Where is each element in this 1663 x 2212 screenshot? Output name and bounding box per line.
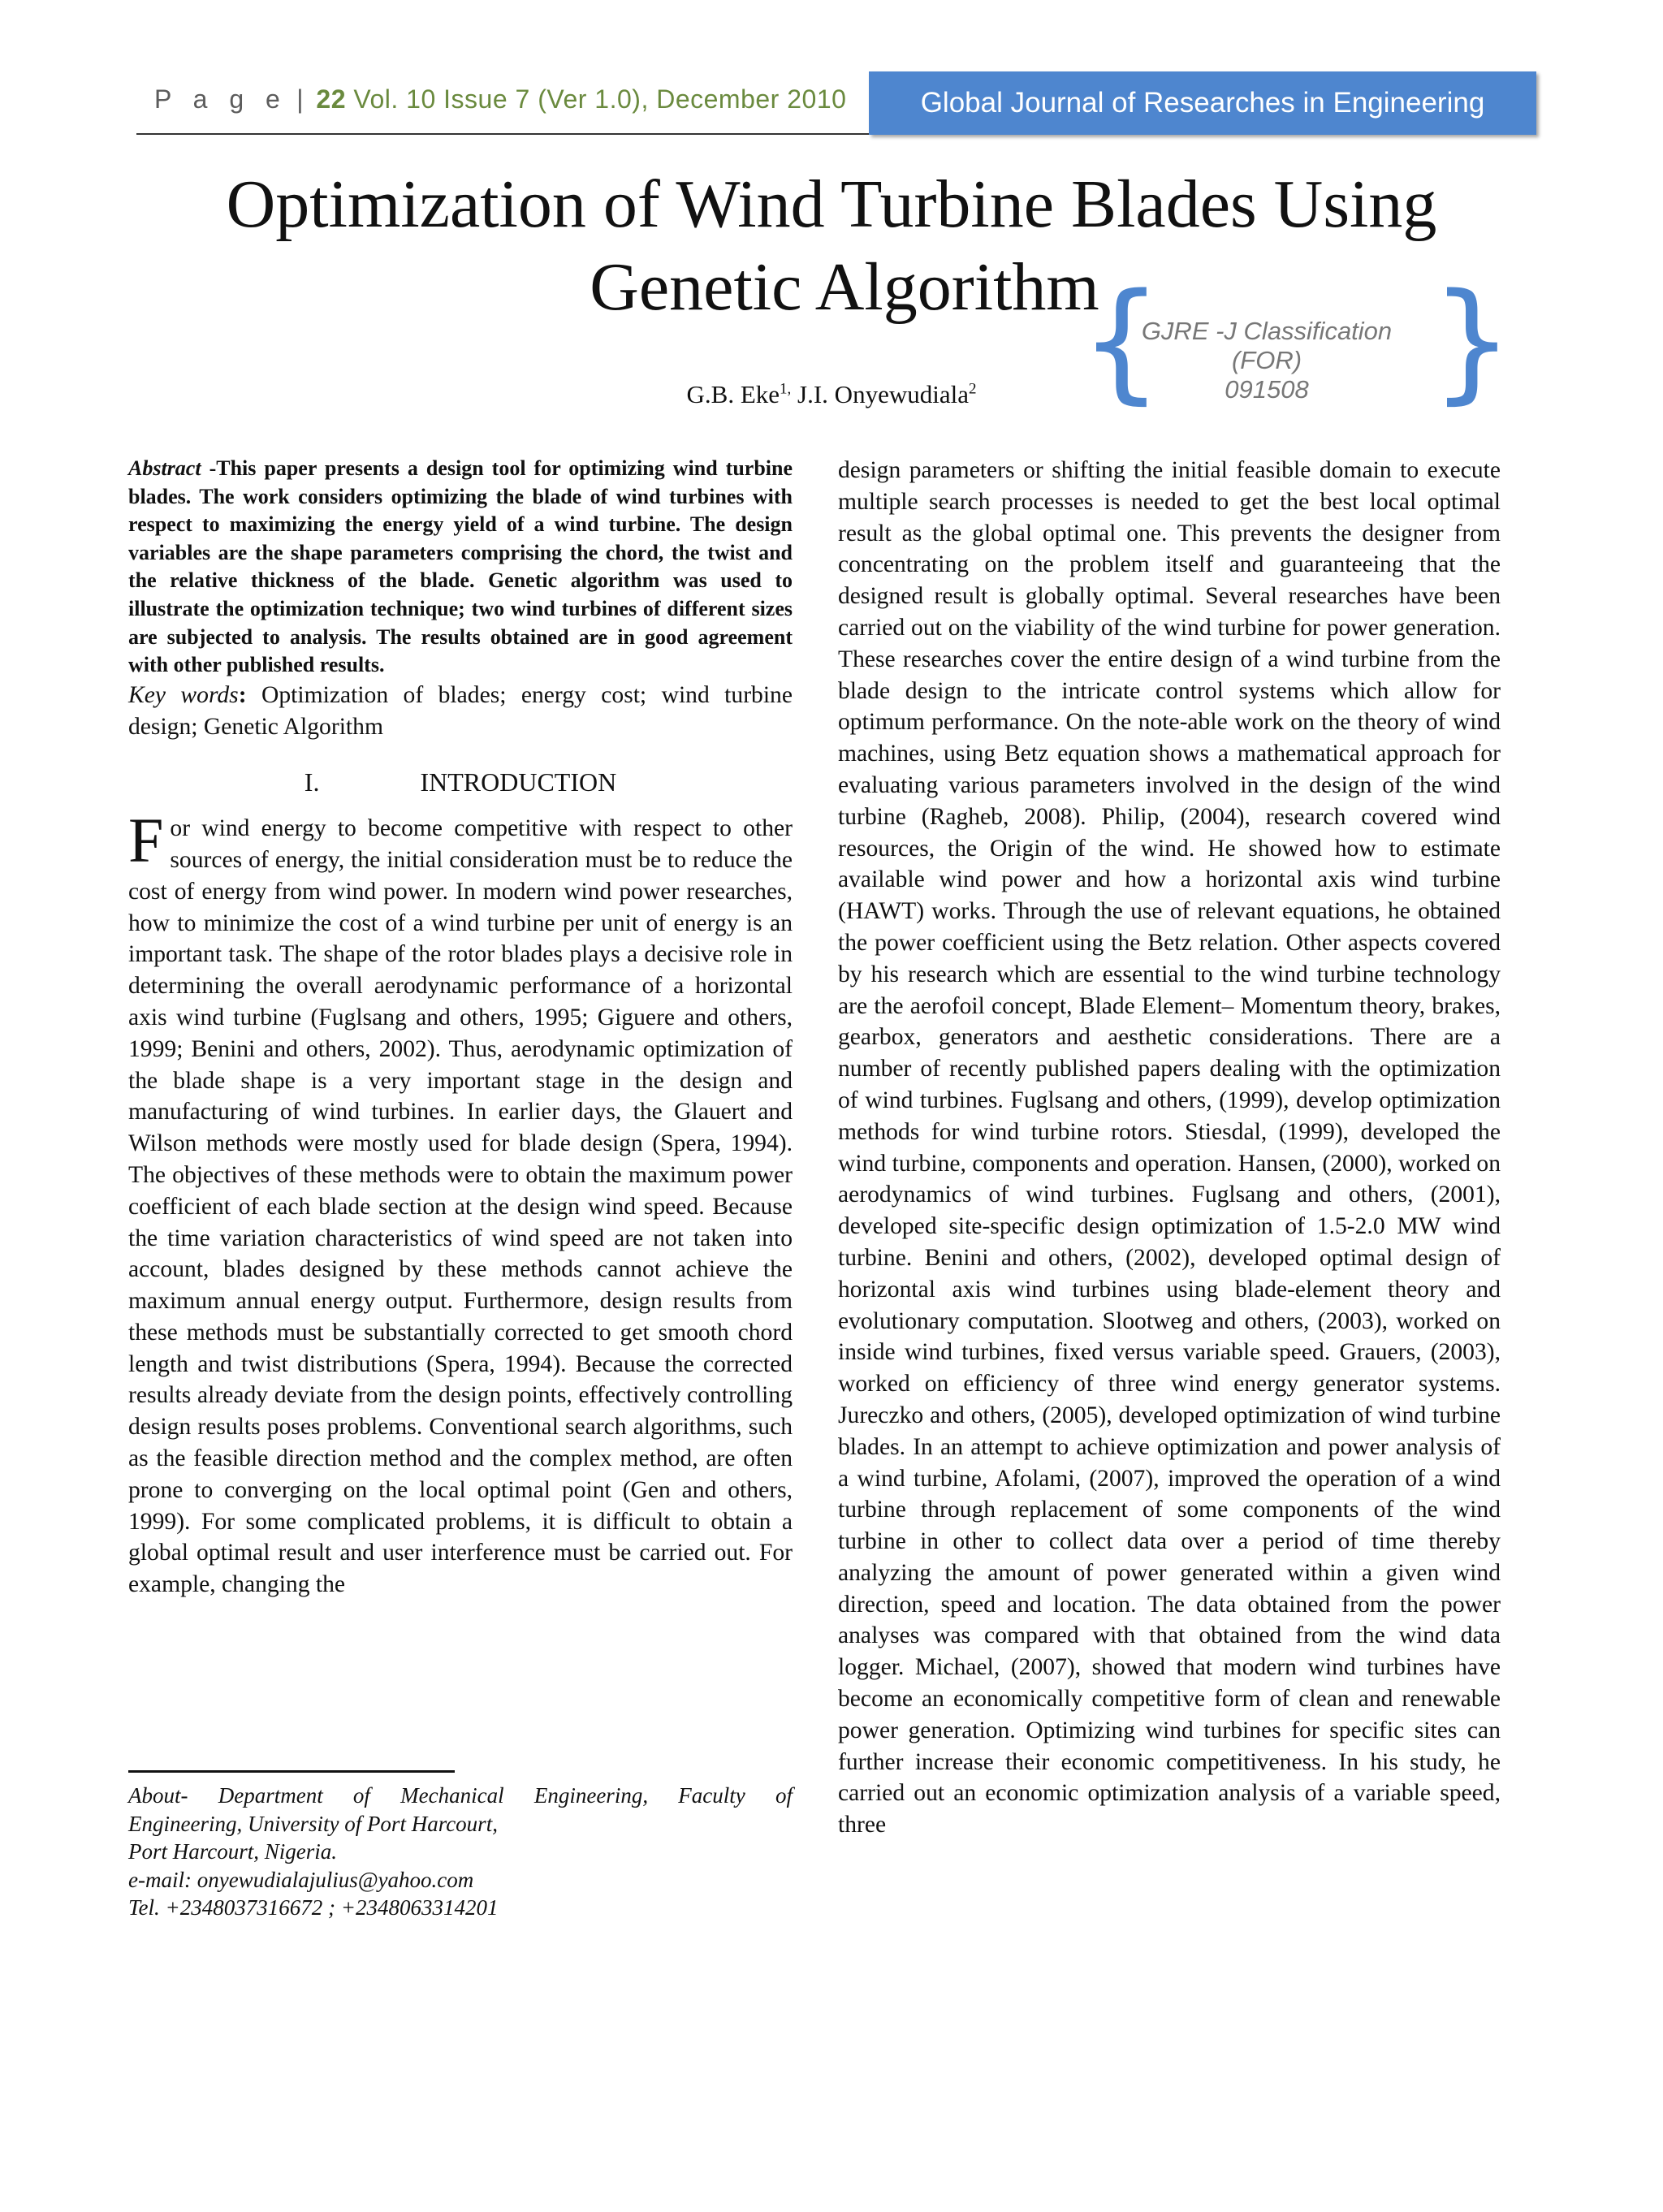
keywords-text: Optimization of blades; energy cost; wind turbine design; Genetic Algorithm	[128, 681, 793, 740]
section-title-rest: NTRODUCTION	[429, 767, 617, 797]
classification-code: 091508	[1225, 375, 1309, 404]
header-separator: |	[296, 84, 305, 114]
authors	[0, 380, 1663, 409]
keywords	[128, 680, 793, 743]
abstract	[128, 455, 793, 680]
keywords-label: Key words	[128, 681, 239, 708]
right-column	[838, 455, 1501, 1841]
intro-text: or wind energy to become competitive with respect to other sources of energy, the initial consideration must be to reduce the cost of energy from wind power. In modern wind power researches, how to minimize the cost of a wind turbine per unit of energy is an important task. The shape of the rotor blades plays a decisive role in determining the overall aerodynamic performance of a horizontal axis wind turbine (Fuglsang and others, 1995; Giguere and others, 1999; Benini and others, 2002). Thus, aerodynamic optimization of the blade shape is a very important stage in the design and manufacturing of wind turbines. In earlier days, the Glauert and Wilson methods were mostly used for blade design (Spera, 1994). The objectives of these methods were to obtain the maximum power coefficient of each blade section at the design wind speed. Because the time variation characteristics of wind speed are not taken into account, blades designed by these methods cannot achieve the maximum annual energy output. Furthermore, design results from these methods must be substantially corrected to get smooth chord length and twist distributions (Spera, 1994). Because the corrected results already deviate from the design points, effectively controlling design results poses problems. Conventional search algorithms, such as the feasible direction method and the complex method, are often prone to converging on the local optimal point (Gen and others, 1999). For some complicated problems, it is difficult to obtain a global optimal result and user interference must be carried out. For example, changing the	[128, 815, 793, 1598]
drop-cap: F	[128, 805, 164, 876]
right-column-text: design parameters or shifting the initial feasible domain to execute multiple search processes is needed to get the best local optimal result as the global optimal one. This prevents the designer from concentrating on the problem itself and guaranteeing that the designed result is globally optimal. Several researches have been carried out on the viability of the wind turbine for power generation. These researches cover the entire design of a wind turbine from the blade design to the intricate control systems which allow for optimum performance. On the note-able work on the theory of wind machines, using Betz equation shows a mathematical approach for evaluating various parameters involved in the design of the wind turbine (Ragheb, 2008). Philip, (2004), research covered wind resources, the Origin of the wind. He showed how to estimate available wind power and how a horizontal axis wind turbine (HAWT) works. Through the use of relevant equations, he obtained the power coefficient using the Betz relation. Other aspects covered by his research which are essential to the wind turbine technology are the aerofoil concept, Blade Element– Momentum theory, brakes, gearbox, generators and aesthetic considerations. There are a number of recently published papers dealing with the optimization of wind turbines. Fuglsang and others, (1999), develop optimization methods for wind turbine rotors. Stiesdal, (1999), developed the wind turbine, components and operation. Hansen, (2000), worked on aerodynamics of wind turbines. Fuglsang and others, (2001), developed site-specific design optimization of 1.5-2.0 MW wind turbine. Benini and others, (2002), developed optimal design of horizontal axis wind turbines using blade-element theory and evolutionary computation. Slootweg and others, (2003), worked on inside wind turbines, fixed versus variable speed. Grauers, (2003), worked on efficiency of three wind energy generator systems. Jureczko and others, (2005), developed optimization of wind turbine blades. In an attempt to achieve optimization and power analysis of a wind turbine, Afolami, (2007), improved the operation of a wind turbine through replacement of some components of the wind turbine in other to collect data over a period of time thereby analyzing the amount of power generated within a given wind direction, speed and location. The data obtained from the power analyses was compared with that obtained from the wind data logger. Michael, (2007), showed that modern wind turbines have become an economically competitive form of clean and renewable power generation. Optimizing wind turbines for specific sites can further increase their economic competitiveness. In his study, he carried out an economic optimization analysis of a variable speed, three	[838, 457, 1501, 1838]
keywords-colon: :	[238, 681, 247, 708]
left-brace-icon: {	[1080, 265, 1163, 417]
section-title-initial: I	[420, 767, 430, 797]
footnote-line-2: Engineering, University of Port Harcourt,	[128, 1811, 498, 1836]
journal-banner	[869, 71, 1536, 135]
author-footnote	[128, 1782, 793, 1922]
abstract-text: -This paper presents a design tool for optimizing wind turbine blades. The work considers optimizing the blade of wind turbines with respect to maximizing the energy yield of a wind turbine. The design variables are the shape parameters comprising the chord, the twist and the relative thickness of the blade. Genetic algorithm was used to illustrate the optimization technique; two wind turbines of different sizes are subjected to analysis. The results obtained are in good agreement with other published results.	[128, 456, 793, 677]
left-column	[128, 455, 793, 1601]
abstract-label: Abstract	[128, 456, 201, 480]
paper-title-line1: Optimization of Wind Turbine Blades Using	[226, 166, 1437, 242]
journal-name: Global Journal of Researches in Engineering	[920, 87, 1485, 119]
right-brace-icon: }	[1431, 265, 1514, 417]
page-word: P a g e	[154, 84, 287, 114]
footnote-line-1: About- Department of Mechanical Engineering, Faculty of	[128, 1783, 793, 1808]
paper-title-line2: Genetic Algorithm	[590, 249, 1099, 325]
footnote-email: e-mail: onyewudialajulius@yahoo.com	[128, 1867, 474, 1892]
author-2: J.I. Onyewudiala	[797, 380, 969, 408]
author-2-affil: 2	[968, 380, 977, 398]
author-1-affil: 1,	[780, 380, 792, 398]
intro-paragraph	[128, 805, 793, 1601]
volume-info: Vol. 10 Issue 7 (Ver 1.0), December 2010	[353, 84, 847, 114]
running-header	[154, 84, 846, 114]
footnote-rule	[128, 1770, 455, 1773]
page-number: 22	[316, 84, 347, 114]
section-heading	[128, 767, 793, 798]
footnote-phone: Tel. +2348037316672 ; +2348063314201	[128, 1895, 499, 1920]
footnote-line-3: Port Harcourt, Nigeria.	[128, 1839, 338, 1864]
section-number: I.	[304, 767, 320, 797]
classification-label: GJRE -J Classification (FOR)	[1141, 317, 1393, 374]
author-1: G.B. Eke	[686, 380, 780, 408]
